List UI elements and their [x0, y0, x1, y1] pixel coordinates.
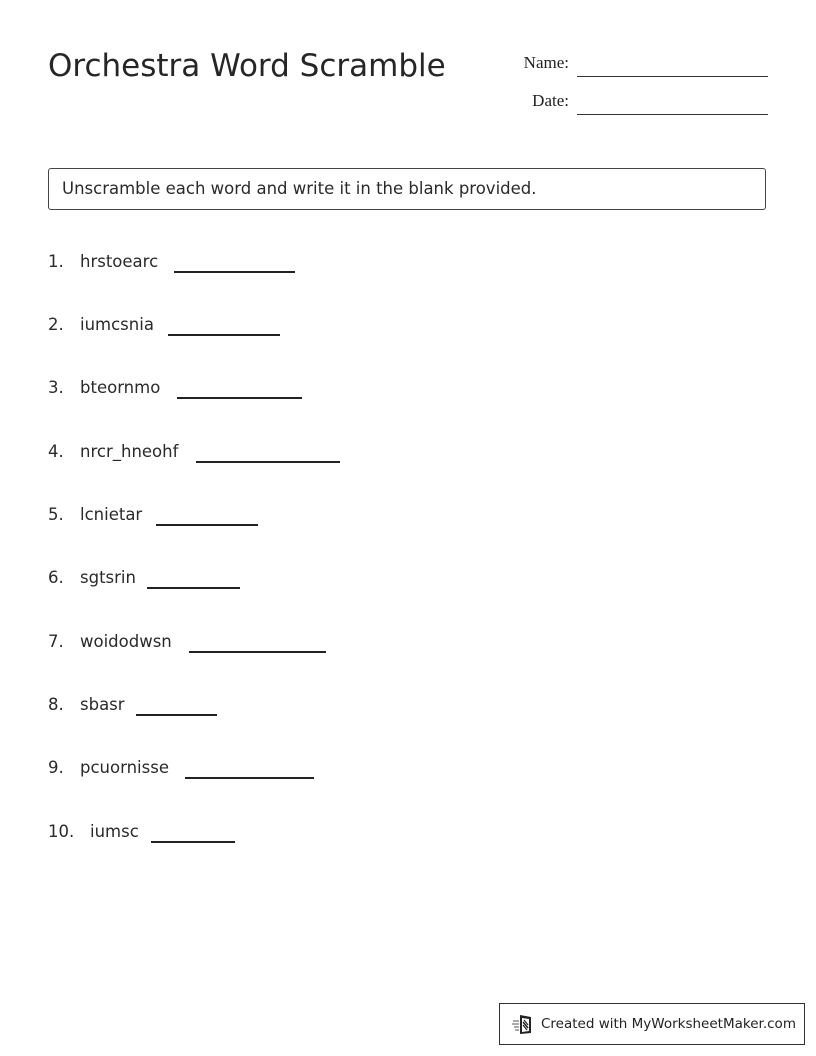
scrambled-word: nrcr_hneohf [80, 442, 179, 461]
answer-blank[interactable] [177, 397, 302, 399]
item-number: 5. [48, 505, 64, 524]
item-number: 10. [48, 822, 75, 841]
item-number: 4. [48, 442, 64, 461]
answer-blank[interactable] [147, 587, 240, 589]
scrambled-word: woidodwsn [80, 632, 172, 651]
item-number: 2. [48, 315, 64, 334]
worksheet-logo-icon [511, 1012, 535, 1036]
item-number: 6. [48, 568, 64, 587]
answer-blank[interactable] [174, 271, 295, 273]
instructions-text: Unscramble each word and write it in the blank provided. [62, 179, 537, 198]
item-number: 1. [48, 252, 64, 271]
item-number: 8. [48, 695, 64, 714]
name-label: Name: [523, 53, 569, 72]
item-number: 9. [48, 758, 64, 777]
answer-blank[interactable] [185, 777, 314, 779]
scrambled-word: iumsc [90, 822, 139, 841]
scrambled-word: sbasr [80, 695, 125, 714]
instructions-box [48, 168, 766, 210]
answer-blank[interactable] [196, 461, 340, 463]
scrambled-word: hrstoearc [80, 252, 159, 271]
answer-blank[interactable] [136, 714, 217, 716]
name-field[interactable] [577, 76, 768, 77]
date-field[interactable] [577, 114, 768, 115]
answer-blank[interactable] [168, 334, 280, 336]
item-number: 3. [48, 378, 64, 397]
answer-blank[interactable] [189, 651, 326, 653]
scrambled-word: bteornmo [80, 378, 161, 397]
footer-text: Created with MyWorksheetMaker.com [541, 1016, 796, 1032]
scrambled-word: pcuornisse [80, 758, 169, 777]
answer-blank[interactable] [156, 524, 258, 526]
scrambled-word: sgtsrin [80, 568, 136, 587]
scrambled-word: iumcsnia [80, 315, 154, 334]
date-label: Date: [532, 91, 569, 110]
answer-blank[interactable] [151, 841, 235, 843]
footer-badge[interactable] [499, 1003, 805, 1045]
page-title: Orchestra Word Scramble [48, 48, 446, 84]
scrambled-word: lcnietar [80, 505, 143, 524]
item-number: 7. [48, 632, 64, 651]
